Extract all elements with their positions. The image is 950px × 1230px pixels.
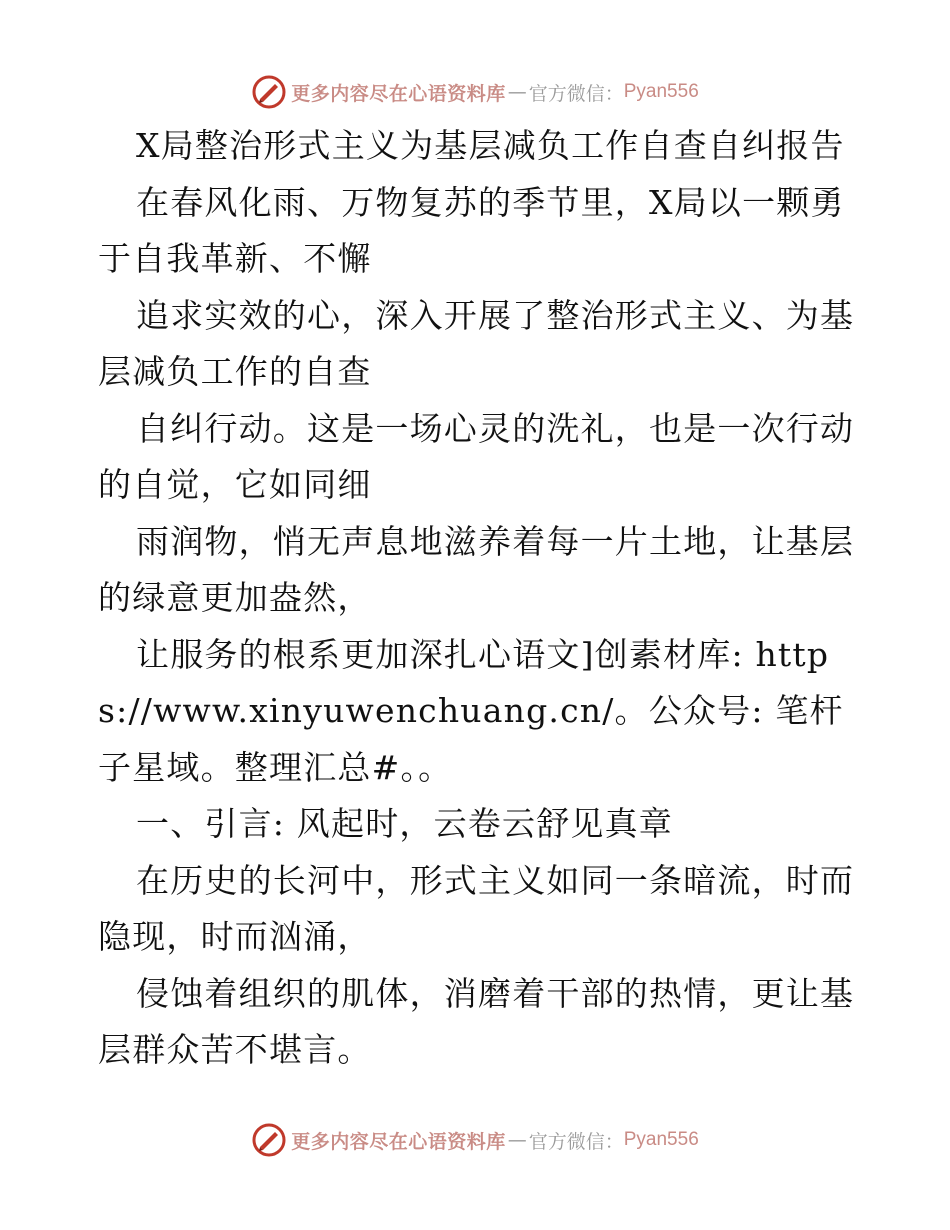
banner-wechat-id: Pyan556 — [623, 1129, 699, 1150]
paragraph: 侵蚀着组织的肌体，消磨着干部的热情，更让基层群众苦不堪言。 — [98, 973, 855, 1069]
banner-label: 官方微信： — [528, 1130, 624, 1153]
paragraph: 在历史的长河中，形式主义如同一条暗流，时而隐现，时而汹涌， — [98, 860, 855, 956]
banner-label: 官方微信： — [528, 82, 624, 105]
banner-text: 更多内容尽在心语资料库 — [291, 82, 506, 105]
footer-watermark-banner — [0, 1118, 950, 1162]
pen-seal-icon — [251, 74, 287, 110]
section-heading: 一、引言: 风起时，云卷云舒见真章 — [136, 804, 674, 843]
paragraph: 追求实效的心，深入开展了整治形式主义、为基层减负工作的自查 — [98, 295, 855, 391]
header-watermark-banner — [0, 70, 950, 114]
banner-wechat-id: Pyan556 — [623, 81, 699, 102]
banner-text: 更多内容尽在心语资料库 — [291, 1130, 506, 1153]
pen-seal-icon — [251, 1122, 287, 1158]
document-title: X局整治形式主义为基层减负工作自查自纠报告 — [136, 126, 845, 165]
paragraph: 自纠行动。这是一场心灵的洗礼，也是一次行动的自觉，它如同细 — [98, 408, 855, 504]
paragraph: 雨润物，悄无声息地滋养着每一片土地，让基层的绿意更加盎然， — [98, 521, 855, 617]
banner-separator: — — [507, 81, 527, 103]
document-body — [98, 118, 858, 1079]
paragraph: 在春风化雨、万物复苏的季节里，X局以一颗勇于自我革新、不懈 — [98, 182, 845, 278]
banner-separator: — — [507, 1129, 527, 1151]
paragraph-with-link: 让服务的根系更加深扎心语文]创素材库: https://www.xinyuwenchuang.cn/。公众号: 笔杆子星域。整理汇总#。。 — [98, 634, 844, 787]
